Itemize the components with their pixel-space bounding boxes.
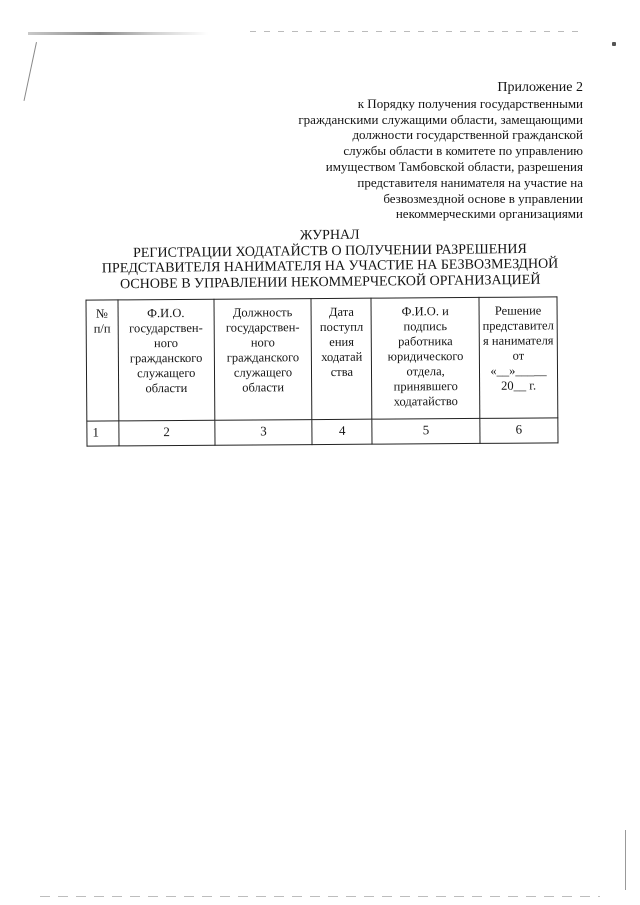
appendix-line: к Порядку получения государственными	[357, 95, 583, 111]
header-text: Решение	[494, 303, 542, 318]
header-text: служащего	[233, 365, 293, 380]
appendix-line: должности государственной гражданской	[352, 127, 583, 143]
header-text: «__»_____	[490, 363, 547, 378]
header-number	[86, 300, 119, 421]
scan-artifact-top	[28, 32, 208, 35]
header-text: я нанимателя	[482, 333, 554, 348]
header-text: работника	[398, 334, 453, 349]
header-date	[311, 298, 372, 419]
header-text: государствен-	[225, 320, 300, 335]
appendix-line: некоммерческими организациями	[395, 206, 583, 222]
journal-title: ЖУРНАЛ	[299, 227, 360, 244]
journal-subtitle-line: РЕГИСТРАЦИИ ХОДАТАЙСТВ О ПОЛУЧЕНИИ РАЗРЕШЕНИЯ	[132, 241, 527, 261]
journal-subtitle-line: ПРЕДСТАВИТЕЛЯ НАНИМАТЕЛЯ НА УЧАСТИЕ НА БЕЗВОЗМЕЗДНОЙ	[101, 256, 559, 277]
header-decision	[479, 297, 558, 419]
column-number-cell: 3	[214, 420, 312, 446]
header-text: Ф.И.О. и	[401, 304, 449, 319]
journal-table	[85, 296, 558, 446]
header-text: принявшего	[393, 379, 458, 394]
header-text: гражданского	[129, 350, 203, 366]
column-number-cell: 5	[372, 418, 480, 444]
header-text: 20__ г.	[501, 378, 537, 393]
header-text: области	[145, 380, 188, 396]
header-text: юридического	[387, 349, 464, 364]
scan-artifact-bottom	[40, 896, 600, 897]
header-text: Дата	[328, 304, 354, 319]
appendix-line: безвозмездной основе в управлении	[383, 190, 583, 206]
appendix-line: представителя нанимателя на участие на	[357, 174, 583, 190]
table-numbering-row	[87, 418, 558, 446]
header-text: поступл	[319, 319, 364, 335]
header-text: ного	[250, 335, 275, 350]
header-text: отдела,	[406, 364, 445, 379]
scan-artifact-top-dashes	[250, 31, 580, 32]
header-text: Должность	[232, 305, 293, 320]
header-text: п/п	[93, 321, 111, 336]
header-text: представител	[482, 318, 554, 333]
header-text: подпись	[403, 319, 448, 334]
appendix-line: имуществом Тамбовской области, разрешения	[325, 158, 583, 174]
header-text: ства	[330, 364, 354, 379]
appendix-block	[263, 80, 583, 222]
header-text: ходатайство	[393, 394, 458, 409]
journal-heading	[100, 226, 561, 293]
header-receiver	[371, 297, 480, 419]
header-text: ходатай	[321, 349, 363, 365]
column-number-cell: 1	[87, 421, 119, 446]
appendix-line: гражданскими служащими области, замещающими	[298, 111, 583, 127]
scan-artifact-left-line	[24, 42, 37, 101]
header-position	[214, 299, 313, 421]
column-number-cell: 6	[480, 418, 558, 444]
scan-artifact-speck	[612, 42, 616, 46]
header-text: ного	[153, 336, 179, 351]
header-text: ения	[329, 334, 355, 349]
scan-artifact-right	[625, 830, 626, 890]
column-number-cell: 2	[119, 420, 215, 446]
journal-subtitle-line: ОСНОВЕ В УПРАВЛЕНИИ НЕКОММЕРЧЕСКОЙ ОРГАНИЗАЦИЕЙ	[119, 272, 541, 292]
header-text: государствен-	[129, 320, 203, 336]
appendix-line: службы области в комитете по управлению	[343, 143, 583, 159]
header-text: служащего	[137, 365, 196, 381]
header-text: Ф.И.О.	[147, 305, 185, 321]
header-text: от	[512, 348, 525, 363]
header-text: №	[95, 306, 109, 321]
header-text: гражданского	[226, 350, 300, 365]
appendix-title: Приложение 2	[497, 80, 583, 95]
header-fio	[118, 299, 215, 421]
table-header-row	[86, 297, 558, 421]
column-number-cell: 4	[312, 419, 372, 444]
header-text: области	[242, 380, 285, 395]
